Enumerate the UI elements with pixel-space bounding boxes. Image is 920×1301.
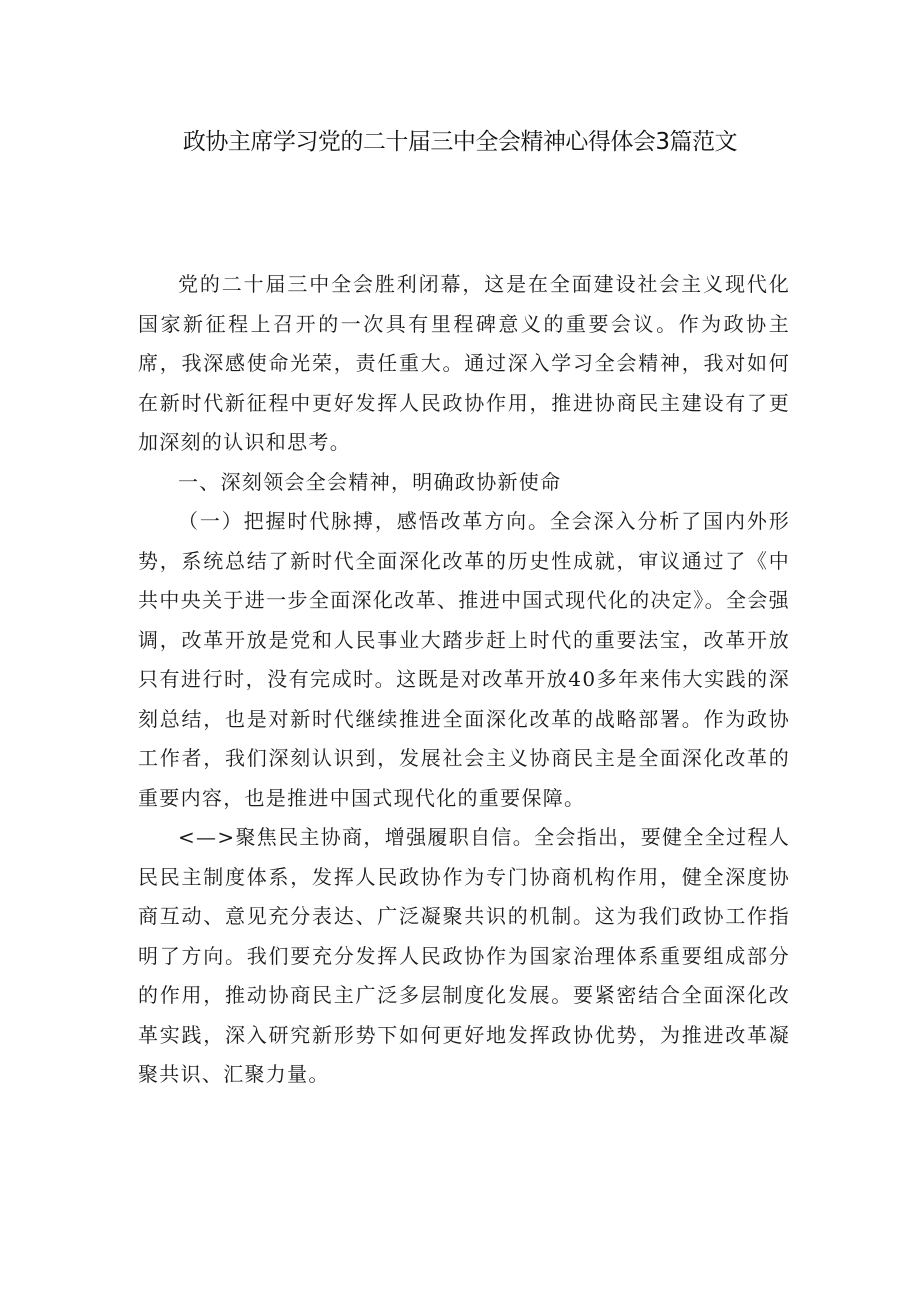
subsection-paragraph-1: （一）把握时代脉搏，感悟改革方向。全会深入分析了国内外形势，系统总结了新时代全面深化改革的历史性成就，审议通过了《中共中央关于进一步全面深化改革、推进中国式现代化的决定》。全会强调，改革开放是党和人民事业大踏步赶上时代的重要法宝，改革开放只有进行时，没有完成时。这既是对改革开放40多年来伟大实践的深刻总结，也是对新时代继续推进全面深化改革的战略部署。作为政协工作者，我们深刻认识到，发展社会主义协商民主是全面深化改革的重要内容，也是推进中国式现代化的重要保障。 [138,509,790,810]
document-title: 政协主席学习党的二十届三中全会精神心得体会3篇范文 [182,129,738,155]
subsection-paragraph-2: <—>聚焦民主协商，增强履职自信。全会指出，要健全全过程人民民主制度体系，发挥人民政协作为专门协商机构作用，健全深度协商互动、意见充分表达、广泛凝聚共识的机制。这为我们政协工作指明了方向。我们要充分发挥人民政协作为国家治理体系重要组成部分的作用，推动协商民主广泛多层制度化发展。要紧密结合全面深化改革实践，深入研究新形势下如何更好地发挥政协优势，为推进改革凝聚共识、汇聚力量。 [138,825,790,1086]
intro-paragraph: 党的二十届三中全会胜利闭幕，这是在全面建设社会主义现代化国家新征程上召开的一次具有里程碑意义的重要会议。作为政协主席，我深感使命光荣，责任重大。通过深入学习全会精神，我对如何在新时代新征程中更好发挥人民政协作用，推进协商民主建设有了更加深刻的认识和思考。 [138,272,790,454]
section-heading-1: 一、深刻领会全会精神，明确政协新使命 [178,469,562,494]
document-body [138,265,790,1095]
